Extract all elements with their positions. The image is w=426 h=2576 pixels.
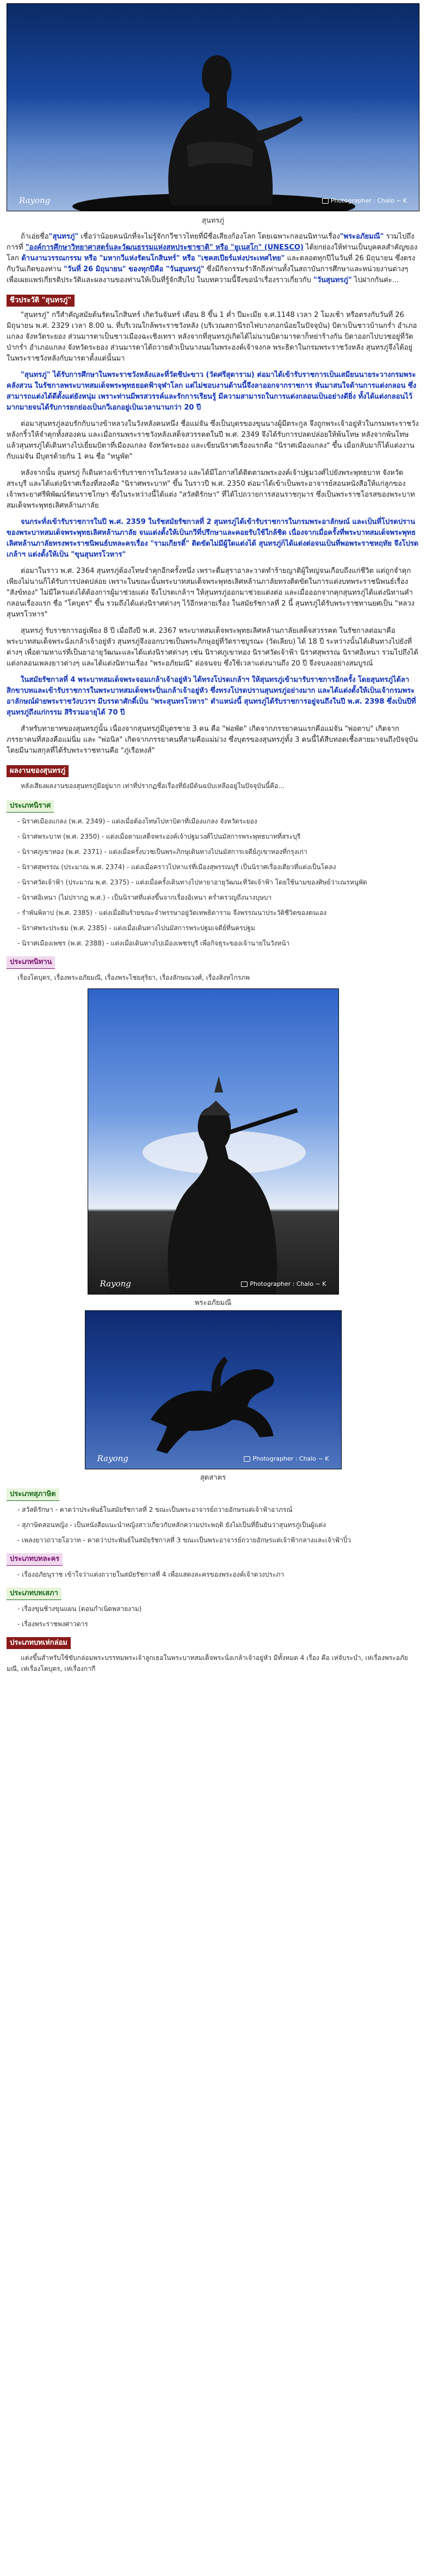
camera-icon: [244, 1456, 250, 1462]
photo-caption: สุนทรภู่: [202, 217, 224, 225]
photo-credit-text: Photographer : Chalo ~ K: [250, 1280, 326, 1287]
history-paragraph-4: หลังจากนั้น สุนทรภู่ ก็เดินทางเข้ารับราชการในวังหลวง และได้มีโอกาสได้ติดตามพระองค์เจ้าปฐมวงศ์ไปยังพระพุทธบาท จังหวัดสระบุรี และได้แต่งนิราศเรื่องที่สองคือ "นิราศพระบาท" ขึ้น ในราวปี พ.ศ. 2350 ต่อมาได้เข้าเป็นพระอาจารย์สอนหนังสือให้แก่ลูกของเจ้าพระยาศรีพิพัฒน์รัตนราชโกษา ซึ่งในระหว่างนี้ได้แต่ง "สวัสดิรักษา" ที่ได้ไปถวายการสอนราชกุมาร ซึ่งเป็นพระราชโอรสของพระบาทสมเด็จพระพุทธเลิศหล้านภาลัย: [7, 469, 415, 510]
subheading-bot-lakhon: ประเภทบทละคร: [7, 1553, 63, 1566]
sepha-list: [7, 1603, 419, 1629]
section-heading-works: ผลงานของสุนทรภู่: [7, 765, 69, 777]
subheading-nirat: ประเภทนิราศ: [7, 800, 54, 813]
name-highlight: "สุนทรภู่": [48, 233, 79, 241]
camera-icon: [322, 198, 329, 204]
list-item: - เรื่องขุนช้างขุนแผน (ตอนกำเนิดพลายงาม): [17, 1603, 419, 1614]
nithan-list: เรื่องโคบุตร, เรื่องพระอภัยมณี, เรื่องพระไชยสุริยา, เรื่องลักษณวงศ์, เรื่องสิงหไกรภพ: [17, 974, 250, 981]
list-item: - นิราศเมืองเพชร (พ.ศ. 2388) - แต่งเมื่อเดินทางไปเมืองเพชรบุรี เพื่อกิจธุระของเจ้านายในวังหน้า: [17, 938, 419, 949]
statue-silhouette: [7, 4, 419, 211]
nirat-list: [7, 816, 419, 949]
list-item: - นิราศอิเหนา (ไม่ปรากฏ พ.ศ.) - เป็นนิราศที่แต่งขึ้นจากเรื่องอิเหนา คร่ำครวญถึงนางบุษบา: [17, 892, 419, 903]
works-intro: หลังเสียงผลงานของสุนทรภู่มีอยู่มาก เท่าที่ปรากฏชื่อเรื่องที่ยังมีต้นฉบับเหลืออยู่ในปัจจุบันนี้คือ...: [21, 782, 285, 790]
list-item: - นิราศภูเขาทอง (พ.ศ. 2371) - แต่งเมื่อครั้งบวชเป็นพระภิกษุเดินทางไปนมัสการเจดีย์ภูเขาทองที่กรุงเก่า: [17, 846, 419, 857]
list-item: - สุภาษิตสอนหญิง - เป็นหนังสือแนะนำหญิงสาวเกี่ยวกับหลักความประพฤติ ยังไม่เป็นที่ยืนยันว่าสุนทรภู่เป็นผู้แต่ง: [17, 1519, 419, 1530]
camera-icon: [241, 1281, 248, 1287]
reign2-paragraph-2: ต่อมาในราว พ.ศ. 2364 สุนทรภู่ต้องโทษจำคุกอีกครั้งหนึ่ง เพราะดื่มสุราอาละวาดทำร้ายญาติผู้ใหญ่จนเกือบถึงแก่ชีวิต แต่ถูกจำคุกเพียงไม่นานก็ได้รับการปลดปล่อย เพราะในขณะนั้นพระบาทสมเด็จพระพุทธเลิศหล้านภาลัยทรงติดขัดในการแต่งบทพระราชนิพนธ์เรื่อง "สังข์ทอง" ไม่มีใครแต่งได้ต้องการผู้มาช่วยแต่ง จึงโปรดเกล้าฯ ให้สุนทรภู่ออกมาช่วยแต่งต่อ และเมื่อออกจากคุกสุนทรภู่ได้แต่งนิทานคำกลอนเรื่องแรก ชื่อ "โคบุตร" ขึ้น รวมถึงได้แต่งนิราศต่างๆ ไว้อีกหลายเรื่อง ในสมัยรัชกาลที่ 2 นี้ สุนทรภู่ได้รับพระราชทานยศเป็น "หลวงสุนทรโวหาร": [7, 567, 415, 619]
list-item: - นิราศเมืองแกลง (พ.ศ. 2349) - แต่งเมื่อต้องโทษไปหาบิดาที่เมืองแกลง จังหวัดระยอง: [17, 816, 419, 827]
photo-credit: [322, 197, 407, 204]
article: [0, 231, 426, 983]
intro-paragraph: ถ้าเอ่ยชื่อ"สุนทรภู่" เชื่อว่าน้อยคนนักที่จะไม่รู้จักกวีชาวไทยที่มีชื่อเสียงก้องโลก โดยเฉพาะกลอนนิทานเรื่อง"พระอภัยมณี" รวมไปถึงการที่ "องค์การศึกษาวิทยาศาสตร์และวัฒนธรรมแห่งสหประชาชาติ" หรือ "ยูเนสโก" (UNESCO) ได้ยกย่องให้ท่านเป็นบุคคลสำคัญของโลก ด้านงานวรรณกรรม หรือ "มหากวีแห่งรัตนโกสินทร์" หรือ "เชคสเปียร์แห่งประเทศไทย" และตลอดทุกปีในวันที่ 26 มิถุนายน ซึ่งตรงกับวันเกิดของท่าน "วันที่ 26 มิถุนายน" ของทุกปีคือ "วันสุนทรภู่" ซึ่งมีกิจกรรมรำลึกถึงท่านทั้งในสถาบันการศึกษาและหน่วยงานต่างๆ เพื่อเผยแพร่เกียรติประวัติและผลงานของท่านให้เป็นที่รู้จักสืบไป ในบทความนี้จึงขอนำเรื่องราวเกี่ยวกับ "วันสุนทรภู่" ไปฝากกันค่ะ...: [7, 233, 418, 284]
photo-credit: [241, 1280, 326, 1287]
page: [0, 3, 426, 2576]
history-paragraph-3: ต่อมาสุนทรภู่ลอบรักกับนางข้าหลวงในวังหลังคนหนึ่ง ชื่อแม่จัน ซึ่งเป็นบุตรของขุนนางผู้มีตระกูล จึงถูกพระเจ้าอยู่หัวในกรมพระราชวังหลังกริ้วให้จำคุกทั้งสองคน และเมื่อกรมพระราชวังหลังเสด็จสวรรคตในปี พ.ศ. 2349 จึงได้รับการปลดปล่อยให้พ้นโทษ หลังจากพ้นโทษแล้วสุนทรภู่ได้เดินทางไปเยี่ยมบิดาที่เมืองแกลง จังหวัดระยอง และเขียนนิราศเรื่องแรกคือ "นิราศเมืองแกลง" ขึ้น เมื่อกลับมาก็ได้แต่งงานกับแม่จัน มีบุตรด้วยกัน 1 คน ชื่อ "หนูพัด": [7, 420, 419, 461]
hemklom-text: แต่งขึ้นสำหรับใช้ขับกล่อมพระบรรทมพระเจ้าลูกเธอในพระบาทสมเด็จพระนั่งเกล้าเจ้าอยู่หัว มีทั้งหมด 4 เรื่อง คือ เห่จับระบำ, เห่เรื่องพระอภัยมณี, เห่เรื่องโคบุตร, เห่เรื่องกากี: [7, 1654, 408, 1672]
bot-lakhon-list: [7, 1569, 419, 1580]
history-paragraph-1: "สุนทรภู่" กวีสำคัญสมัยต้นรัตนโกสินทร์ เกิดวันจันทร์ เดือน 8 ขึ้น 1 ค่ำ ปีมะเมีย จ.ศ.1148 เวลา 2 โมงเช้า หรือตรงกับวันที่ 26 มิถุนายน พ.ศ. 2329 เวลา 8.00 น. ที่บริเวณใกล้พระราชวังหลัง (บริเวณสถานีรถไฟบางกอกน้อยในปัจจุบัน) บิดาเป็นชาวบ้านกร่ำ อำเภอแกลง จังหวัดระยอง ส่วนมารดาเป็นชาวเมืองฉะเชิงเทรา หลังจากที่สุนทรภู่เกิดได้ไม่นานบิดามารดาก็หย่าร้างกัน บิดาออกไปบวชอยู่ที่วัดป่ากร่ำ อำเภอแกลง จังหวัดระยอง ส่วนมารดาได้ถวายตัวเป็นนางนมในพระองค์เจ้าจงกล พระธิดาในกรมพระราชวังหลัง สุนทรภู่จึงได้อยู่ในพระราชวังหลังกับมารดาตั้งแต่นั้นมา: [7, 311, 417, 363]
reign4-paragraph-2: สำหรับทายาทของสุนทรภู่นั้น เนื่องจากสุนทรภู่มีบุตรชาย 3 คน คือ "พ่อพัด" เกิดจากภรรยาคนแรกคือแม่จัน "พ่อตาบ" เกิดจากภรรยาคนที่สองคือแม่นิ่ม และ "พ่อนิล" เกิดจากภรรยาคนที่สามคือแม่ม่วง ซึ่งบุตรของสุนทรภู่ทั้ง 3 คนนี้ได้สืบทอดเชื้อสายมาจนถึงปัจจุบัน โดยมีนามสกุลที่ได้รับพระราชทานคือ "ภู่เรือหงส์": [7, 725, 418, 755]
list-item: - นิราศสุพรรณ (ประมาณ พ.ศ. 2374) - แต่งเมื่อคราวไปหาแร่ที่เมืองสุพรรณบุรี เป็นนิราศเรื่องเดียวที่แต่งเป็นโคลง: [17, 862, 419, 872]
unesco-link[interactable]: "องค์การศึกษาวิทยาศาสตร์และวัฒนธรรมแห่งสหประชาชาติ" หรือ "ยูเนสโก" (UNESCO): [25, 243, 304, 252]
photo-signature: Rayong: [97, 1454, 128, 1463]
photo-credit: [244, 1455, 329, 1462]
subheading-sepha: ประเภทบทเสภา: [7, 1588, 61, 1600]
list-item: - เพลงยาวถวายโอวาท - คาดว่าประพันธ์ในสมัยรัชกาลที่ 3 ขณะเป็นพระอาจารย์ถวายอักษรแด่เจ้าฟ้ากลางและเจ้าฟ้าปิ๋ว: [17, 1535, 419, 1546]
list-item: - รำพันพิลาป (พ.ศ. 2385) - แต่งเมื่อฝันร้ายขณะจำพรรษาอยู่วัดเทพธิดาราม จึงพรรณนาประวัติชีวิตของตนเอง: [17, 907, 419, 918]
list-item: - สวัสดิรักษา - คาดว่าประพันธ์ในสมัยรัชกาลที่ 2 ขณะเป็นพระอาจารย์ถวายอักษรแด่เจ้าฟ้าอาภรณ์: [17, 1504, 419, 1515]
photo-credit-text: Photographer : Chalo ~ K: [252, 1455, 329, 1462]
photo-signature: Rayong: [19, 196, 51, 205]
photo-credit-text: Photographer : Chalo ~ K: [330, 197, 407, 204]
subheading-suphasit: ประเภทสุภาษิต: [7, 1488, 59, 1501]
photo-caption: พระอภัยมณี: [194, 1299, 232, 1307]
list-item: - นิราศพระประธม (พ.ศ. 2385) - แต่งเมื่อเดินทางไปนมัสการพระปฐมเจดีย์ที่นครปฐม: [17, 923, 419, 933]
reign2-paragraph-3: สุนทรภู่ รับราชการอยู่เพียง 8 ปี เมื่อถึงปี พ.ศ. 2367 พระบาทสมเด็จพระพุทธเลิศหล้านภาลัยเสด็จสวรรคต ในรัชกาลต่อมาคือ พระบาทสมเด็จพระนั่งเกล้าเจ้าอยู่หัว สุนทรภู่จึงออกบวชเป็นพระภิกษุอยู่ที่วัดราชบูรณะ (วัดเลียบ) ได้ 18 ปี ระหว่างนั้นได้เดินทางไปยังที่ต่างๆ เพื่อตามหาแร่ที่เป็นยาอายุวัฒนะและได้แต่งนิราศต่างๆ เช่น นิราศภูเขาทอง นิราศวัดเจ้าฟ้า นิราศสุพรรณ นิราศอิเหนา รวมไปถึงได้แต่งกลอนเพลงยาวต่างๆ และได้แต่งนิทานเรื่อง "พระอภัยมณี" ต่อจนจบ ซึ่งใช้เวลาแต่งนานถึง 20 ปี จึงจบลงอย่างสมบูรณ์: [7, 627, 418, 668]
reign4-paragraph-1: ในสมัยรัชกาลที่ 4 พระบาทสมเด็จพระจอมเกล้าเจ้าอยู่หัว ได้ทรงโปรดเกล้าฯ ให้สุนทรภู่เข้ามารับราชการอีกครั้ง โดยสุนทรภู่ได้ลาสิกขาบทและเข้ารับราชการในพระบาทสมเด็จพระปิ่นเกล้าเจ้าอยู่หัว ซึ่งทรงโปรดปรานสุนทรภู่อย่างมาก และได้แต่งตั้งให้เป็นเจ้ากรมพระอาลักษณ์ฝ่ายพระราชวังบวรฯ มีบรรดาศักดิ์เป็น "พระสุนทรโวหาร" ตำแหน่งนี้ สุนทรภู่ได้รับราชการอยู่จนถึงในปี พ.ศ. 2398 ซึ่งเป็นปีที่ สุนทรภู่ถึงแก่กรรม สิริรวมอายุได้ 70 ปี: [7, 676, 416, 717]
photo-signature: Rayong: [100, 1279, 131, 1289]
reign2-paragraph-1: จนกระทั่งเข้ารับราชการในปี พ.ศ. 2359 ในรัชสมัยรัชกาลที่ 2 สุนทรภู่ได้เข้ารับราชการในกรมพระอาลักษณ์ และเป็นที่โปรดปรานของพระบาทสมเด็จพระพุทธเลิศหล้านภาลัย จนแต่งตั้งให้เป็นกวีที่ปรึกษาและคอยรับใช้ใกล้ชิด เนื่องจากเมื่อครั้งที่พระบาทสมเด็จพระพุทธเลิศหล้านภาลัยทรงพระราชนิพนธ์บทละครเรื่อง "รามเกียรติ์" ติดขัดไม่มีผู้ใดแต่งได้ สุนทรภู่ก็ได้แต่งต่อจนเป็นที่พอพระราชหฤทัย จึงโปรดเกล้าฯ แต่งตั้งให้เป็น "ขุนสุนทรโวหาร": [7, 518, 419, 559]
history-paragraph-2: "สุนทรภู่" ได้รับการศึกษาในพระราชวังหลังและที่วัดชีปะขาว (วัดศรีสุดาราม) ต่อมาได้เข้ารับราชการเป็นเสมียนนายระวางกรมพระคลังสวน ในรัชกาลพระบาทสมเด็จพระพุทธยอดฟ้าจุฬาโลก แต่ไม่ชอบงานด้านนี้จึงลาออกจากราชการ หันมาสนใจด้านการแต่งกลอน ซึ่งสามารถแต่งได้ดีตั้งแต่ยังหนุ่ม เพราะท่านมีพรสวรรค์และรักการเรียนรู้ มีความสามารถในการแต่งกลอนเป็นอย่างดียิ่ง ทั้งได้แต่งกลอนไว้มากมายจนได้รับการยกย่องเป็นกวีเอกอยู่เป็นเวลานานกว่า 20 ปี: [7, 371, 417, 412]
statue-photo: [7, 3, 419, 211]
list-item: - นิราศพระบาท (พ.ศ. 2350) - แต่งเมื่อตามเสด็จพระองค์เจ้าปฐมวงศ์ไปนมัสการพระพุทธบาทที่สระบุรี: [17, 831, 419, 842]
list-item: - นิราศวัดเจ้าฟ้า (ประมาณ พ.ศ. 2375) - แต่งเมื่อครั้งเดินทางไปหายาอายุวัฒนะที่วัดเจ้าฟ้า โดยใช้นามของศิษย์ว่าเณรหนูพัด: [17, 877, 419, 888]
phra-aphai-mani-photo: [88, 988, 339, 1295]
list-item: - เรื่องอภัยนุราช เข้าใจว่าแต่งถวายในสมัยรัชกาลที่ 4 เพื่อแสดงละครของพระองค์เจ้าดวงประภา: [17, 1569, 419, 1580]
suphasit-list: [7, 1504, 419, 1546]
subheading-nithan: ประเภทนิทาน: [7, 956, 55, 969]
dragon-horse-silhouette: [85, 1311, 341, 1469]
list-item: - เรื่องพระราชพงศาวดาร: [17, 1619, 419, 1629]
section-heading-history: ชีวประวัติ "สุนทรภู่": [7, 295, 75, 307]
flute-statue-silhouette: [88, 989, 338, 1294]
article-continued: [0, 1485, 426, 1674]
sudsakorn-photo: [85, 1310, 342, 1469]
photo-caption: สุดสาคร: [200, 1474, 226, 1482]
subheading-hemklom: ประเภทบทเห่กล่อม: [7, 1637, 71, 1649]
